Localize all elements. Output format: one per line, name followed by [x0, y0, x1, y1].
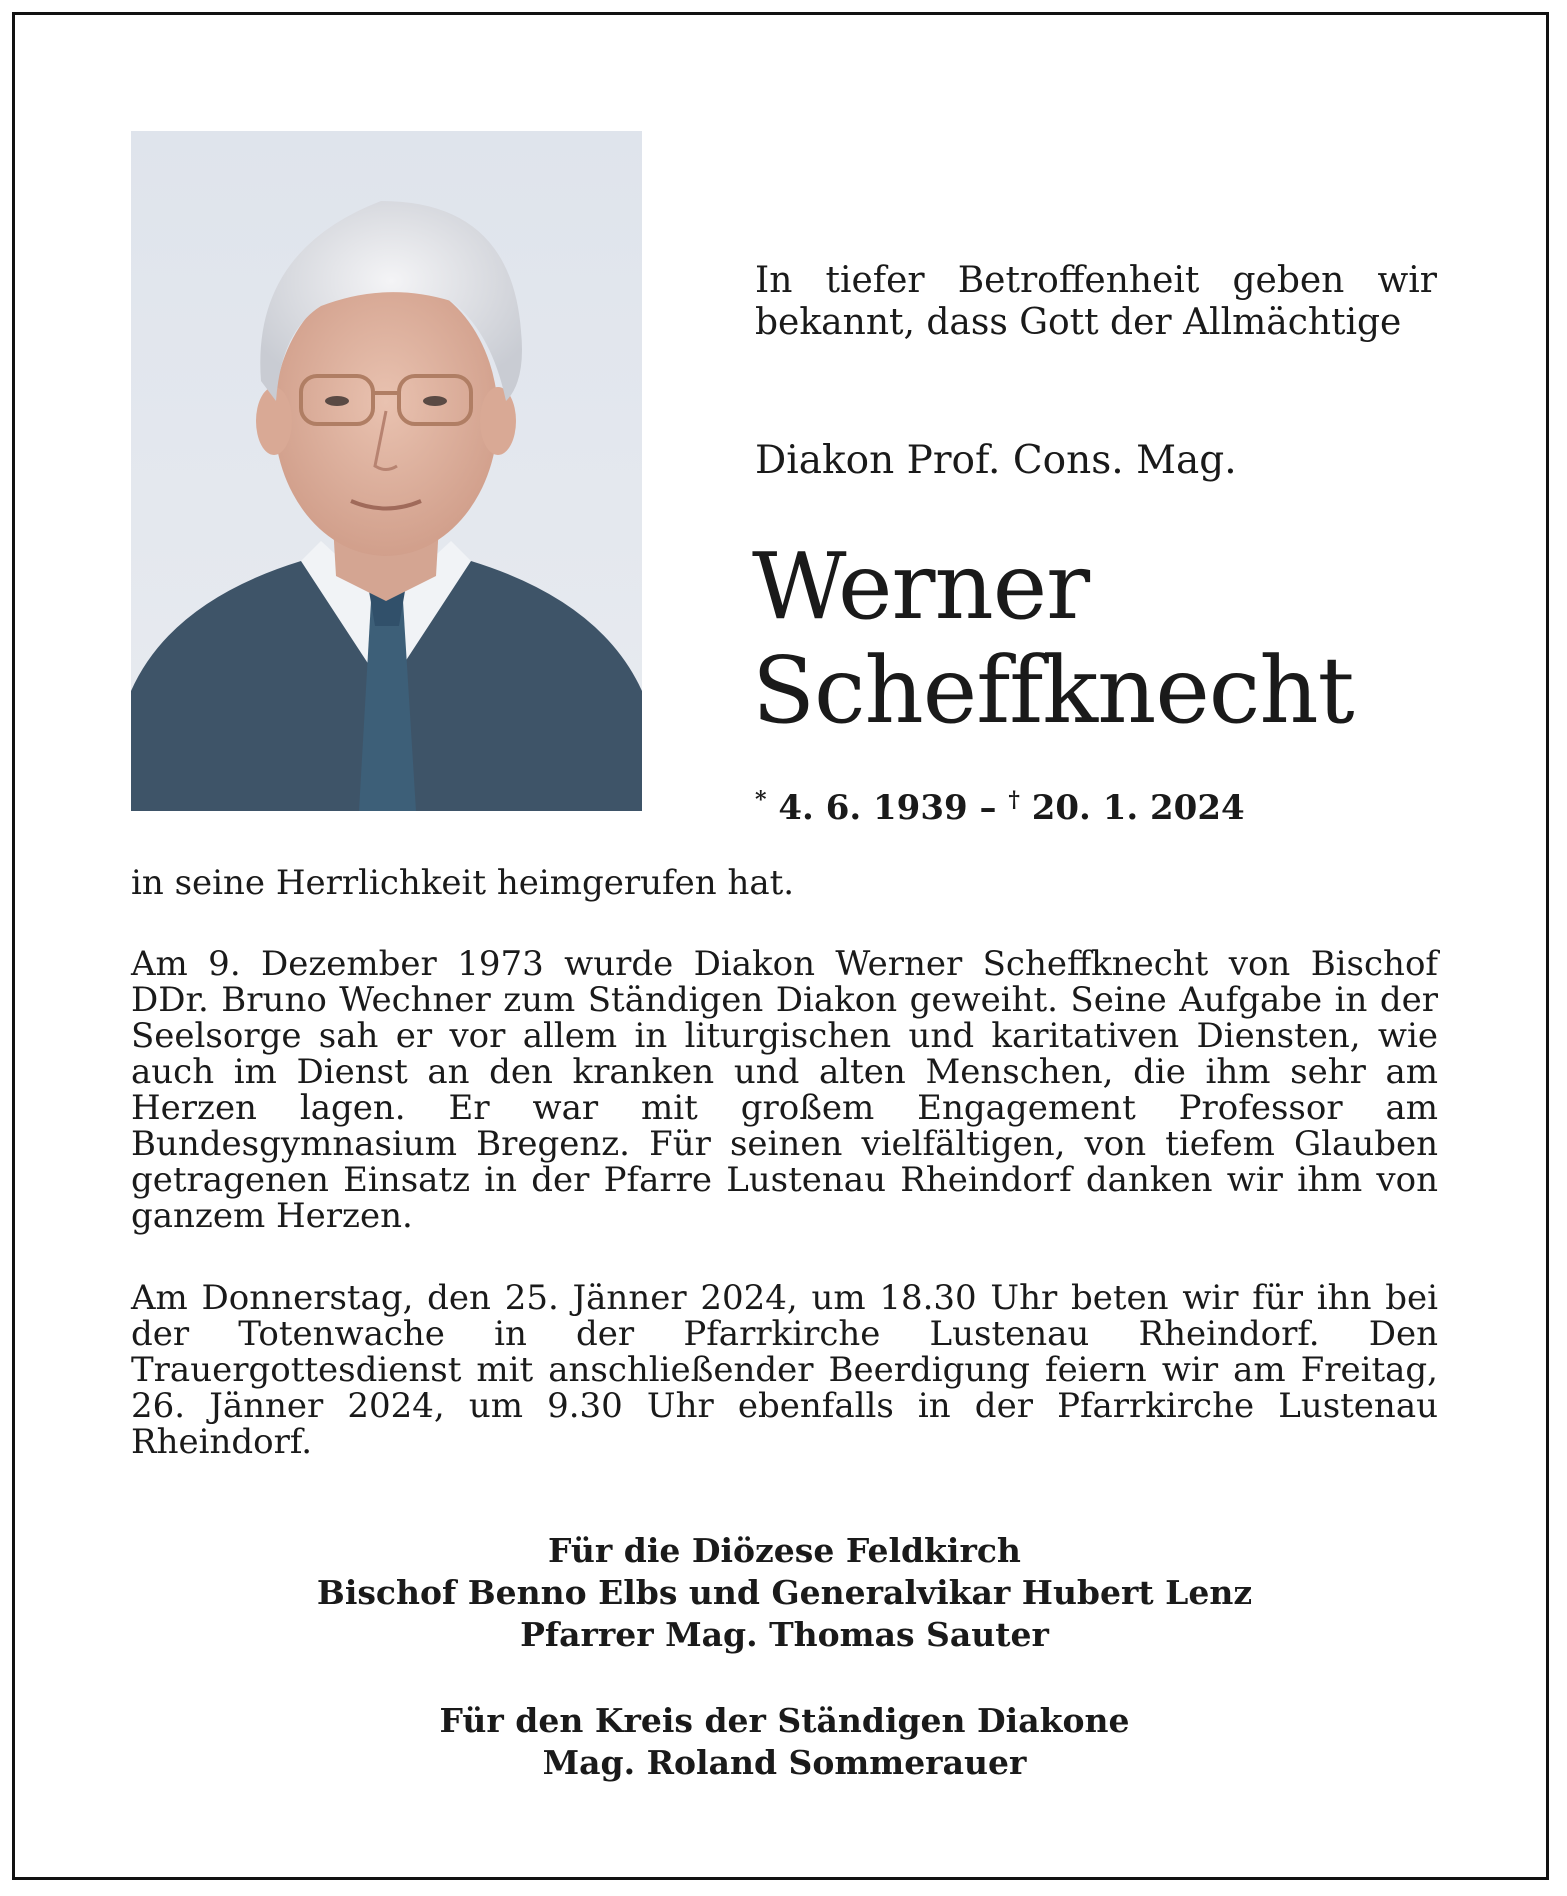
intro-line-1: In tiefer Betroffenheit geben wir — [755, 260, 1437, 301]
signature-line: Für den Kreis der Ständigen Diakone — [439, 1701, 1130, 1740]
first-name: Werner — [752, 533, 1090, 640]
signature-group-diocese — [131, 1530, 1438, 1656]
service-info-paragraph: Am Donnerstag, den 25. Jänner 2024, um 18.30 Uhr beten wir für ihn bei der Totenwache in der Pfarrkirche Lustenau Rheindorf. Den Trauergottesdienst mit anschließender Beerdigung feiern wir am Freitag, 26. Jänner 2024, um 9.30 Uhr ebenfalls in der Pfarrkirche Lustenau Rheindorf. — [131, 1278, 1438, 1462]
portrait-photo — [131, 131, 642, 811]
last-name: Scheffknecht — [752, 637, 1354, 744]
intro-line-2: bekannt, dass Gott der Allmächtige — [755, 302, 1402, 343]
signature-line: Mag. Roland Sommerauer — [542, 1743, 1027, 1782]
honorific-title: Diakon Prof. Cons. Mag. — [755, 438, 1237, 483]
signature-group-deacons — [131, 1700, 1438, 1784]
birth-symbol: * — [755, 787, 767, 813]
signature-line: Pfarrer Mag. Thomas Sauter — [520, 1615, 1049, 1654]
death-date: 20. 1. 2024 — [1031, 788, 1245, 828]
after-name-text: in seine Herrlichkeit heimgerufen hat. — [131, 863, 795, 903]
biography-paragraph: Am 9. Dezember 1973 wurde Diakon Werner Scheffknecht von Bischof DDr. Bruno Wechner zum Ständigen Diakon geweiht. Seine Aufgabe in der Seelsorge sah er vor allem in liturgischen und karitativen Diensten, wie auch im Dienst an den kranken und alten Menschen, die ihm sehr am Herzen lagen. Er war mit großem Engagement Professor am Bundesgymnasium Bregenz. Für seinen vielfältigen, von tiefem Glauben getragenen Einsatz in der Pfarre Lustenau Rheindorf danken wir ihm von ganzem Herzen. — [131, 944, 1438, 1236]
signature-line: Bischof Benno Elbs und Generalvikar Hubert Lenz — [316, 1573, 1253, 1612]
birth-date: 4. 6. 1939 — [778, 788, 968, 828]
date-separator: – — [979, 788, 997, 828]
signature-line: Für die Diözese Feldkirch — [548, 1531, 1021, 1570]
life-dates — [755, 778, 1245, 830]
intro-text — [755, 260, 1437, 344]
death-symbol: † — [1008, 787, 1020, 813]
deceased-name — [752, 535, 1354, 743]
